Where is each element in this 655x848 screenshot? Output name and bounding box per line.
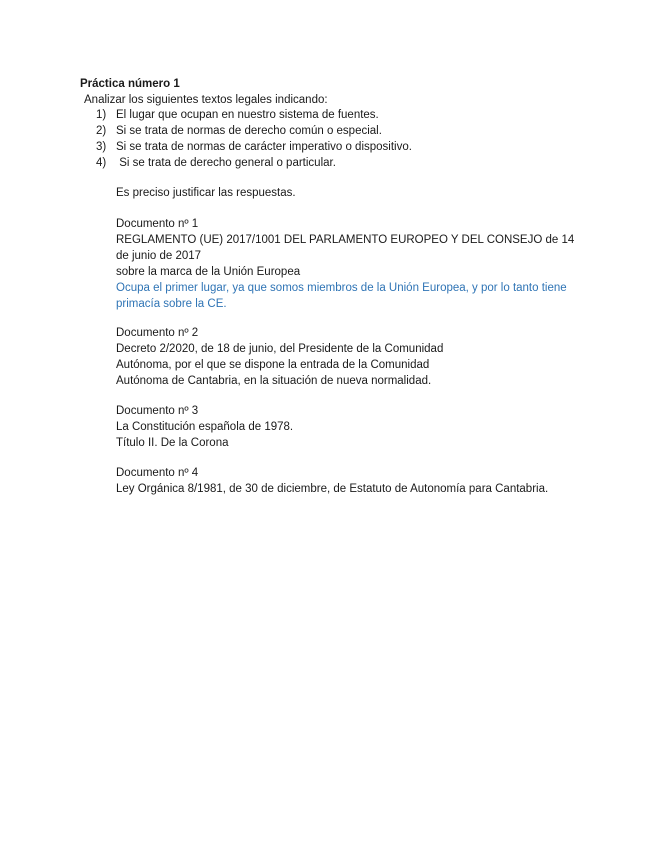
document-heading: Documento nº 1 (116, 218, 199, 230)
list-item (96, 139, 412, 155)
document-line: Autónoma, por el que se dispone la entrada de la Comunidad (116, 359, 430, 371)
instruction-note: Es preciso justificar las respuestas. (116, 187, 296, 199)
document-4 (116, 465, 586, 497)
document-heading: Documento nº 2 (116, 327, 199, 339)
document-line: Decreto 2/2020, de 18 de junio, del Presidente de la Comunidad (116, 343, 444, 355)
page-title: Práctica número 1 (80, 78, 180, 90)
document-heading: Documento nº 3 (116, 405, 199, 417)
list-item-number: 4) (96, 157, 107, 169)
list-item-text: Si se trata de normas de carácter imperativo o dispositivo. (116, 141, 412, 153)
document-answer: Ocupa el primer lugar, ya que somos miembros de la Unión Europea, y por lo tanto tiene primacía sobre la CE. (116, 282, 567, 310)
list-item-number: 2) (96, 125, 107, 137)
intro-text: Analizar los siguientes textos legales indicando: (84, 94, 328, 106)
document-2 (116, 325, 586, 389)
list-item (96, 155, 412, 171)
document-line: Título II. De la Corona (116, 437, 229, 449)
list-item-number: 3) (96, 141, 107, 153)
list-item-text: Si se trata de derecho general o particular. (116, 157, 336, 169)
list-item-text: Si se trata de normas de derecho común o especial. (116, 125, 382, 137)
document-line: sobre la marca de la Unión Europea (116, 266, 301, 278)
list-item (96, 123, 412, 139)
document-line: Ley Orgánica 8/1981, de 30 de diciembre, de Estatuto de Autonomía para Cantabria. (116, 483, 549, 495)
list-item-number: 1) (96, 109, 107, 121)
document-line: Autónoma de Cantabria, en la situación de nueva normalidad. (116, 375, 432, 387)
document-1 (116, 216, 586, 312)
document-3 (116, 403, 586, 451)
list-item-text: El lugar que ocupan en nuestro sistema de fuentes. (116, 109, 379, 121)
document-heading: Documento nº 4 (116, 467, 199, 479)
document-line: REGLAMENTO (UE) 2017/1001 DEL PARLAMENTO EUROPEO Y DEL CONSEJO de 14 de junio de 2017 (116, 234, 575, 262)
list-item (96, 107, 412, 123)
document-line: La Constitución española de 1978. (116, 421, 294, 433)
task-list (96, 107, 412, 171)
